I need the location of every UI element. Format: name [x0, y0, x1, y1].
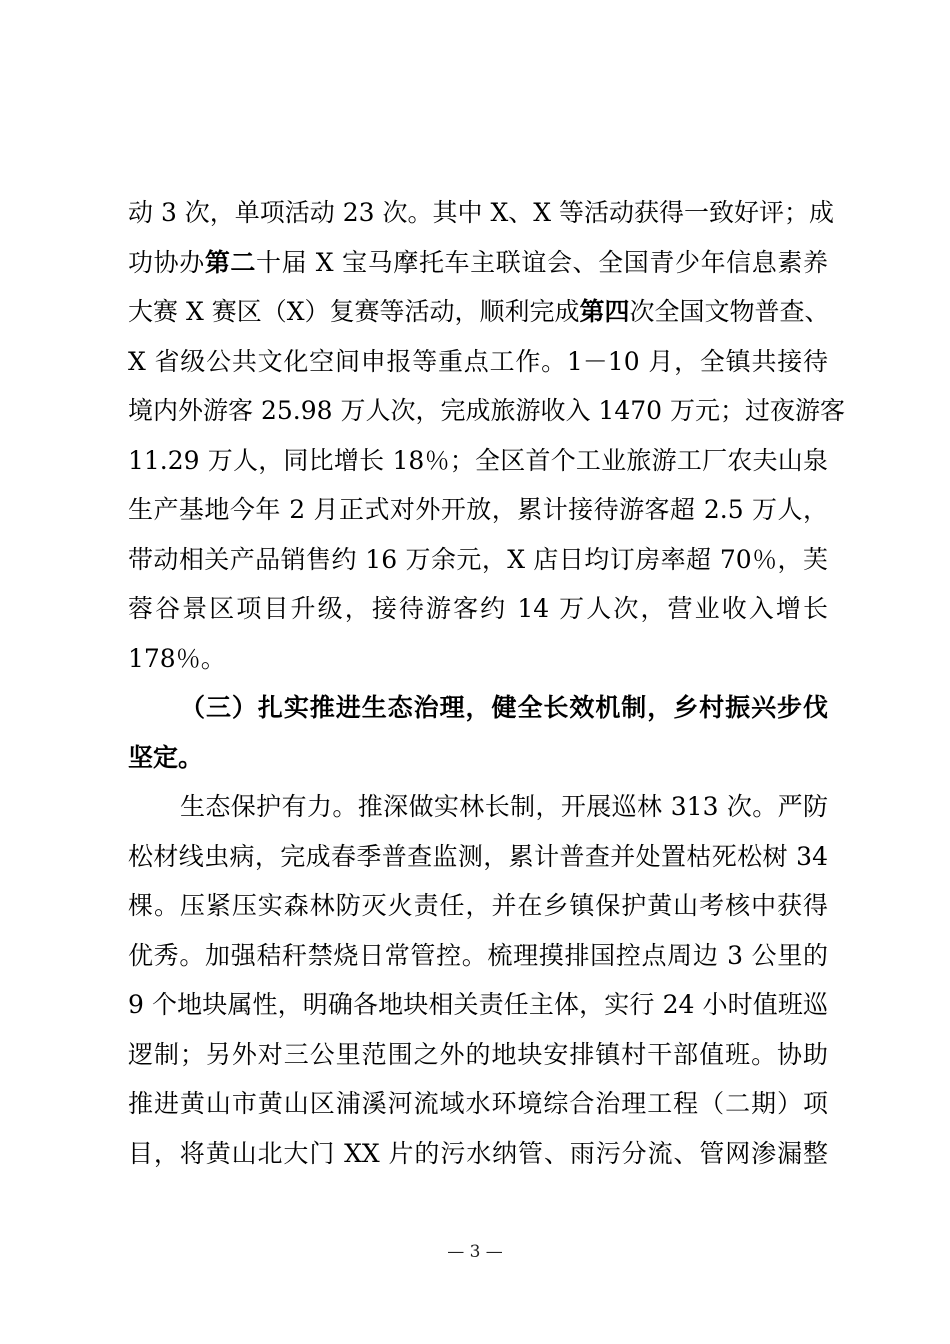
section-heading-cont: 坚定。 [128, 742, 204, 772]
text-line [128, 287, 828, 337]
text-line: 松材线虫病，完成春季普查监测，累计普查并处置枯死松树 34 [128, 841, 828, 871]
text-line: 逻制；另外对三公里范围之外的地块安排镇村干部值班。协助 [128, 1039, 828, 1069]
text-line: X 省级公共文化空间申报等重点工作。1－10 月，全镇共接待 [128, 346, 828, 376]
text-line: 9 个地块属性，明确各地块相关责任主体，实行 24 小时值班巡 [128, 990, 828, 1019]
section-heading: （三）扎实推进生态治理，健全长效机制，乡村振兴步伐 [180, 693, 828, 722]
text-line: 推进黄山市黄山区浦溪河流域水环境综合治理工程（二期）项 [128, 1089, 828, 1118]
text-line: 生态保护有力。推深做实林长制，开展巡林 313 次。严防 [180, 792, 828, 821]
bold-ordinal: 第四 [579, 297, 630, 326]
body-text [128, 188, 845, 1178]
text-line: 178％。 [128, 643, 226, 673]
text-line: 带动相关产品销售约 16 万余元，X 店日均订房率超 70％，芙 [128, 544, 828, 574]
page-number: — 3 — [447, 1242, 503, 1262]
text-line: 蓉谷景区项目升级，接待游客约 14 万人次，营业收入增长 [128, 594, 828, 623]
text-line: 动 3 次，单项活动 23 次。其中 X、X 等活动获得一致好评；成 [128, 198, 834, 227]
text-line: 11.29 万人，同比增长 18％；全区首个工业旅游工厂农夫山泉 [128, 445, 828, 475]
text-line: 棵。压紧压实森林防灭火责任，并在乡镇保护黄山考核中获得 [128, 891, 828, 920]
text-span: 大赛 X 赛区（X）复赛等活动，顺利完成 [128, 297, 580, 326]
text-line: 境内外游客 25.98 万人次，完成旅游收入 1470 万元；过夜游客 [128, 396, 845, 425]
text-line [128, 238, 828, 288]
text-line: 生产基地今年 2 月正式对外开放，累计接待游客超 2.5 万人， [128, 495, 828, 524]
text-span: 次全国文物普查、 [629, 297, 830, 326]
bold-ordinal: 第二 [204, 247, 257, 277]
text-line: 优秀。加强秸秆禁烧日常管控。梳理摸排国控点周边 3 公里的 [128, 940, 828, 970]
text-span: 功协办 [128, 247, 205, 277]
text-line: 目，将黄山北大门 XX 片的污水纳管、雨污分流、管网渗漏整 [128, 1138, 828, 1168]
text-span: 十届 X 宝马摩托车主联谊会、全国青少年信息素养 [256, 247, 828, 277]
